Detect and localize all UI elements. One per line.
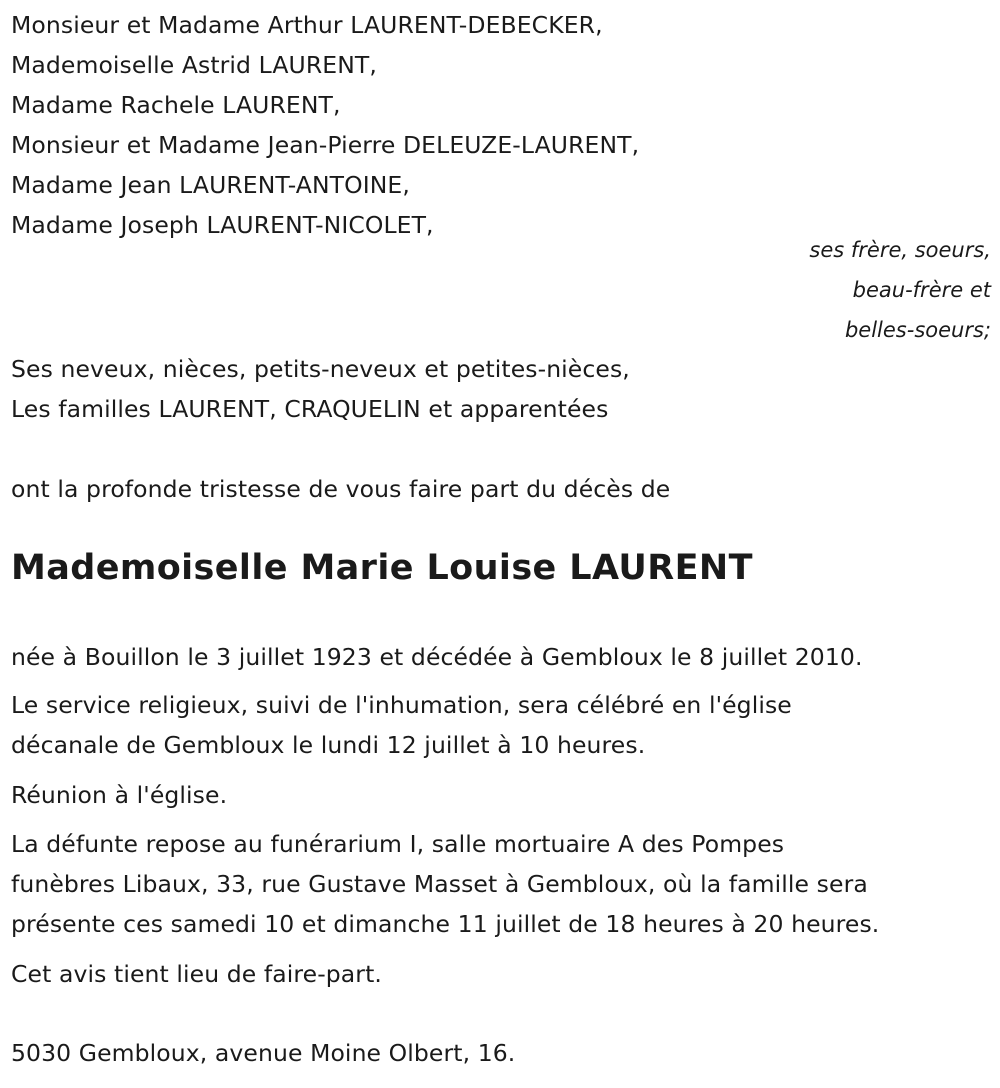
relation-line: belles-soeurs; <box>844 318 991 342</box>
service-line: décanale de Gembloux le lundi 12 juillet à 10 heures. <box>11 731 646 759</box>
announcement-text: ont la profonde tristesse de vous faire part du décès de <box>11 475 671 503</box>
repose-line: présente ces samedi 10 et dimanche 11 juillet de 18 heures à 20 heures. <box>11 910 880 938</box>
service-line: Le service religieux, suivi de l'inhumation, sera célébré en l'église <box>11 691 792 719</box>
repose-line: funèbres Libaux, 33, rue Gustave Masset à Gembloux, où la famille sera <box>11 870 868 898</box>
family-line: Madame Jean LAURENT-ANTOINE, <box>11 171 410 199</box>
obituary-notice <box>11 0 991 1088</box>
family-line: Monsieur et Madame Arthur LAURENT-DEBECKER, <box>11 11 603 39</box>
family-line: Monsieur et Madame Jean-Pierre DELEUZE-LAURENT, <box>11 131 640 159</box>
family-line: Mademoiselle Astrid LAURENT, <box>11 51 377 79</box>
relation-line: ses frère, soeurs, <box>809 238 991 262</box>
family-line: Madame Joseph LAURENT-NICOLET, <box>11 211 434 239</box>
deceased-name: Mademoiselle Marie Louise LAURENT <box>11 548 753 588</box>
repose-line: La défunte repose au funérarium I, salle mortuaire A des Pompes <box>11 830 785 858</box>
birth-death-text: née à Bouillon le 3 juillet 1923 et décédée à Gembloux le 8 juillet 2010. <box>11 643 863 671</box>
family-line: Madame Rachele LAURENT, <box>11 91 341 119</box>
extended-family-line: Ses neveux, nièces, petits-neveux et petites-nièces, <box>11 355 630 383</box>
extended-family-line: Les familles LAURENT, CRAQUELIN et apparentées <box>11 395 609 423</box>
address-text: 5030 Gembloux, avenue Moine Olbert, 16. <box>11 1039 516 1067</box>
gathering-text: Réunion à l'église. <box>11 781 228 809</box>
notice-text: Cet avis tient lieu de faire-part. <box>11 960 382 988</box>
relation-line: beau-frère et <box>852 278 991 302</box>
